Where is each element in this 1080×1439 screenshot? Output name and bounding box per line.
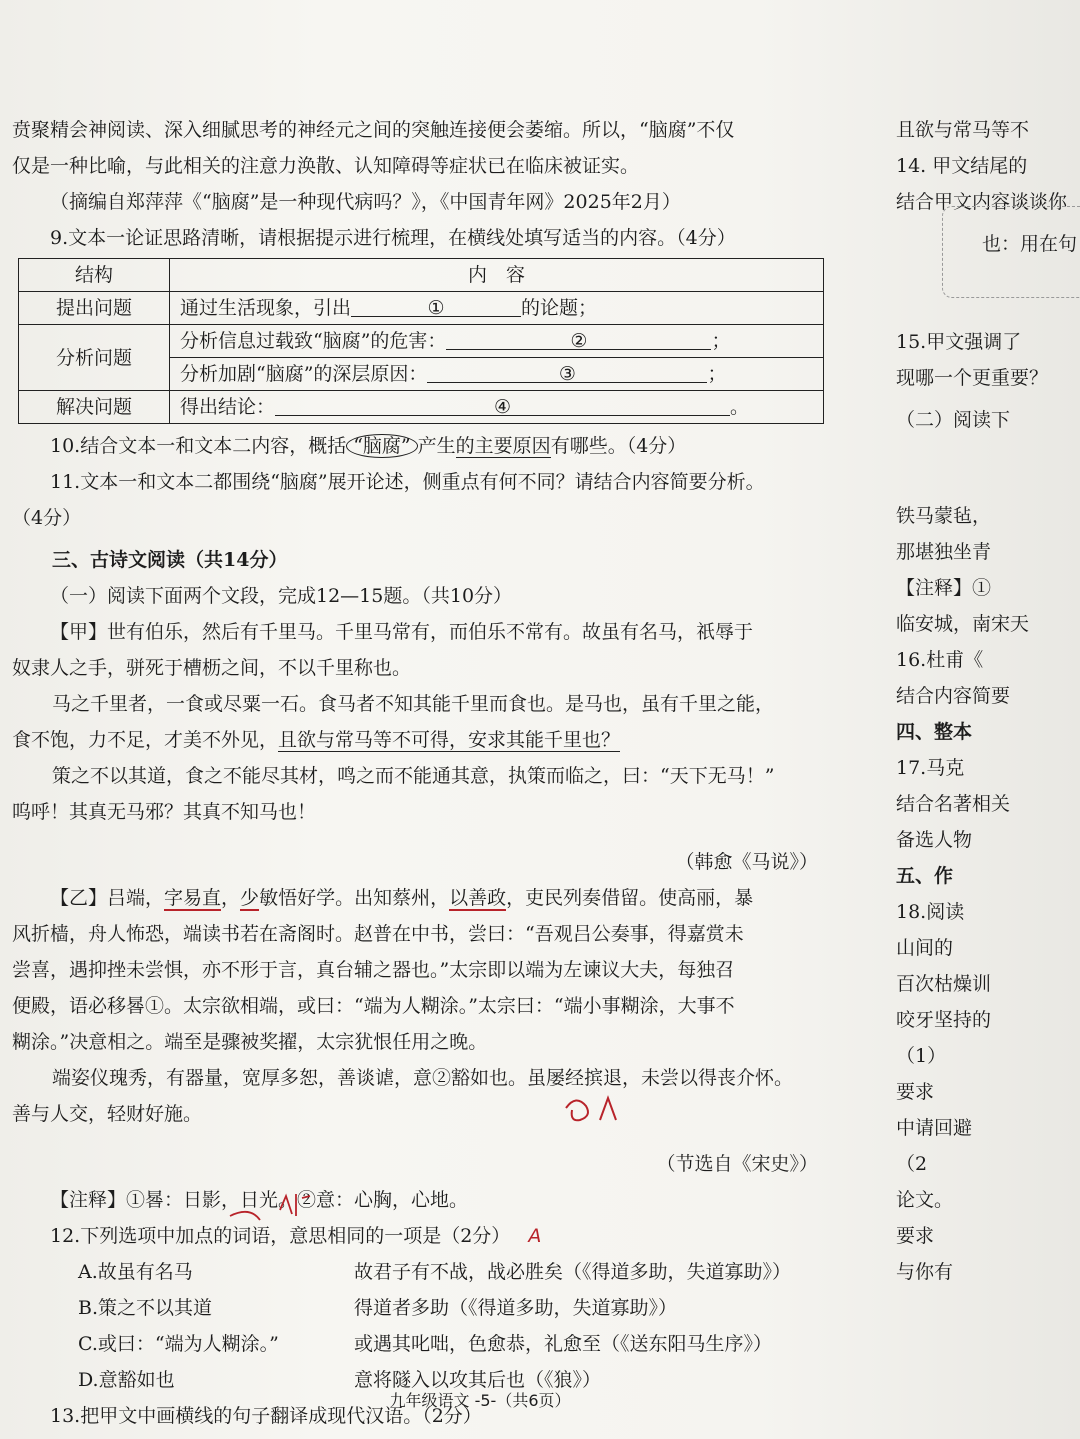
q11-line: （4分） <box>12 507 82 529</box>
jia-line <box>12 722 842 758</box>
right-line: 咬牙坚持的 <box>896 1009 992 1031</box>
right-line: 山间的 <box>896 937 954 959</box>
option-left: D.意豁如也 <box>78 1369 175 1391</box>
red-underline: 少 <box>240 887 260 909</box>
yi-line: 糊涂。”决意相之。端至是骤被奖擢，太宗犹恨任用之晚。 <box>12 1031 488 1053</box>
right-line: 结合名著相关 <box>896 793 1011 815</box>
right-line: 14. 甲文结尾的 <box>896 155 1028 177</box>
q9-structure-table <box>18 258 824 424</box>
right-section: 五、作 <box>896 865 954 887</box>
answer-blank-2[interactable] <box>446 325 711 350</box>
cell-text: ； <box>711 330 731 352</box>
right-line: 结合甲文内容谈谈你 <box>896 191 1068 213</box>
right-line: 要求 <box>896 1225 935 1247</box>
right-line: 18.阅读 <box>896 901 965 923</box>
q12-stem <box>12 1218 842 1254</box>
yi-line: 尝喜，遇抑挫未尝惧，亦不形于言，真台辅之器也。”太宗即以端为左谏议大夫，每独召 <box>12 959 735 981</box>
table-row <box>19 391 824 424</box>
subsection-title: （一）阅读下面两个文段，完成12—15题。（共10分） <box>50 585 513 607</box>
right-line: 17.马克 <box>896 757 965 779</box>
table-header-content: 内 容 <box>170 259 824 292</box>
answer-blank-3[interactable] <box>427 358 707 383</box>
q12-option[interactable] <box>12 1326 842 1362</box>
jia-line: 呜呼！其真无马邪？其真不知马也！ <box>12 801 317 823</box>
right-line: 现哪一个更重要？ <box>896 367 1049 389</box>
jia-line: 【甲】世有伯乐，然后有千里马。千里马常有，而伯乐不常有。故虽有名马，祇辱于 <box>50 621 754 643</box>
option-left: A.故虽有名马 <box>78 1261 193 1283</box>
option-right: 意将隧入以攻其后也（《狼》） <box>354 1369 602 1391</box>
right-answer-text: 也：用在句 <box>982 233 1078 255</box>
right-line: 那堪独坐青 <box>896 541 992 563</box>
right-line: 铁马蒙毡， <box>896 505 992 527</box>
right-line: 15.甲文强调了 <box>896 331 1022 353</box>
blank-number: ③ <box>558 363 576 385</box>
answer-blank-1[interactable] <box>351 292 521 317</box>
passage-source: （摘编自郑萍萍《“脑腐”是一种现代病吗？》，《中国青年网》2025年2月） <box>50 191 681 213</box>
option-right: 故君子有不战，战必胜矣（《得道多助，失道寡助》） <box>354 1261 792 1283</box>
circled-term: “脑腐” <box>346 434 417 458</box>
table-cell-structure: 分析问题 <box>19 325 170 391</box>
blank-number: ④ <box>493 396 512 418</box>
right-line: （2 <box>896 1153 928 1175</box>
table-cell-content <box>170 391 824 424</box>
q10-text: 10.结合文本一和文本二内容，概括 <box>50 435 347 457</box>
cell-text: 分析加剧“脑腐”的深层原因： <box>180 363 428 385</box>
yi-text: ，吏民列奏借留。使高丽，暴 <box>506 887 754 909</box>
blank-number: ① <box>427 297 445 319</box>
cell-text: 分析信息过载致“脑腐”的危害： <box>180 330 447 352</box>
right-section: 四、整本 <box>896 721 973 743</box>
option-right: 或遇其叱咄，色愈恭，礼愈至（《送东阳马生序》） <box>354 1333 773 1355</box>
underlined-sentence: 且欲与常马等不可得，安求其能千里也？ <box>278 729 621 751</box>
right-line: 【注释】① <box>896 577 992 599</box>
yi-text: 【乙】吕端， <box>50 887 165 909</box>
yi-source: （节选自《宋史》） <box>656 1153 818 1175</box>
yi-text: ， <box>221 887 241 909</box>
yi-line: 便殿，语必移晷①。太宗欲相端，或曰：“端为人糊涂。”太宗曰：“端小事糊涂，大事不 <box>12 995 735 1017</box>
right-line: 结合内容简要 <box>896 685 1011 707</box>
section-title: 三、古诗文阅读（共14分） <box>52 549 288 571</box>
q13-stem: 13.把甲文中画横线的句子翻译成现代汉语。（2分） <box>50 1405 482 1427</box>
red-underline: 字易直 <box>164 887 222 909</box>
right-line: 临安城，南宋天 <box>896 613 1030 635</box>
q10 <box>12 428 842 464</box>
main-column <box>12 112 842 1434</box>
q12-option[interactable] <box>12 1254 842 1290</box>
yi-line: 善与人交，轻财好施。 <box>12 1103 203 1125</box>
cell-text: ； <box>707 363 727 385</box>
passage-line: 仅是一种比喻，与此相关的注意力涣散、认知障碍等症状已在临床被证实。 <box>12 155 640 177</box>
yi-line: 端姿仪瑰秀，有器量，宽厚多恕，善谈谑，意②豁如也。虽屡经摈退，未尝以得丧介怀。 <box>52 1067 794 1089</box>
option-right: 得道者多助（《得道多助，失道寡助》） <box>354 1297 678 1319</box>
option-left: B.策之不以其道 <box>78 1297 213 1319</box>
handwritten-note-icon <box>220 1180 330 1240</box>
option-left: C.或曰：“端为人糊涂。” <box>78 1333 279 1355</box>
right-line: 与你有 <box>896 1261 954 1283</box>
right-line: 16.杜甫《 <box>896 649 984 671</box>
underlined-term: 的主要原因 <box>455 435 551 457</box>
table-row <box>19 259 824 292</box>
cell-text: 。 <box>730 396 750 418</box>
jia-text: 食不饱，力不足，才美不外见， <box>12 729 279 751</box>
q9-stem: 9.文本一论证思路清晰，请根据提示进行梳理，在横线处填写适当的内容。（4分） <box>50 227 736 249</box>
right-line: （二）阅读下 <box>896 409 1011 431</box>
right-line: 要求 <box>896 1081 935 1103</box>
red-underline: 以善政 <box>449 887 507 909</box>
yi-line <box>12 880 842 916</box>
q10-text: 有哪些。（4分） <box>550 435 687 457</box>
cell-text: 得出结论： <box>180 396 276 418</box>
answer-box[interactable] <box>942 206 1080 298</box>
table-cell-structure: 解决问题 <box>19 391 170 424</box>
right-line: 且欲与常马等不 <box>896 119 1030 141</box>
cell-text: 通过生活现象，引出 <box>180 297 352 319</box>
q12-option[interactable] <box>12 1290 842 1326</box>
jia-line: 策之不以其道，食之不能尽其材，鸣之而不能通其意，执策而临之，曰：“天下无马！” <box>52 765 775 787</box>
yi-text: 敏悟好学。出知蔡州， <box>259 887 450 909</box>
handwritten-answer: A <box>528 1225 542 1247</box>
table-cell-content <box>170 325 824 358</box>
table-cell-content <box>170 358 824 391</box>
blank-number: ② <box>570 330 588 352</box>
cell-text: 的论题； <box>521 297 598 319</box>
table-row <box>19 325 824 358</box>
handwritten-check-icon <box>560 1090 630 1130</box>
jia-line: 奴隶人之手，骈死于槽枥之间，不以千里称也。 <box>12 657 412 679</box>
page-footer: 九年级语文 -5-（共6页） <box>389 1391 571 1410</box>
table-header-structure: 结构 <box>19 259 170 292</box>
answer-blank-4[interactable] <box>275 391 730 416</box>
yi-line: 风折樯，舟人怖恐，端读书若在斋阁时。赵普在中书，尝曰：“吾观吕公奏事，得嘉赏未 <box>12 923 744 945</box>
right-line: 百次枯燥训 <box>896 973 992 995</box>
right-line: 备选人物 <box>896 829 973 851</box>
q12-stem-text: 12.下列选项中加点的词语，意思相同的一项是（2分） <box>50 1225 511 1247</box>
yi-notes: 【注释】①晷：日影，日光。②意：心胸，心地。 <box>50 1189 469 1211</box>
q11-line: 11.文本一和文本二都围绕“脑腐”展开论述，侧重点有何不同？请结合内容简要分析。 <box>50 471 765 493</box>
right-line: 中请回避 <box>896 1117 973 1139</box>
table-cell-content <box>170 292 824 325</box>
jia-line: 马之千里者，一食或尽粟一石。食马者不知其能千里而食也。是马也，虽有千里之能， <box>52 693 775 715</box>
table-cell-structure: 提出问题 <box>19 292 170 325</box>
jia-source: （韩愈《马说》） <box>675 851 818 873</box>
right-line: 论文。 <box>896 1189 954 1211</box>
q10-text: 产生 <box>417 435 456 457</box>
right-line: （1） <box>896 1045 947 1067</box>
passage-line: 贲聚精会神阅读、深入细腻思考的神经元之间的突触连接便会萎缩。所以，“脑腐”不仅 <box>12 119 735 141</box>
table-row <box>19 292 824 325</box>
